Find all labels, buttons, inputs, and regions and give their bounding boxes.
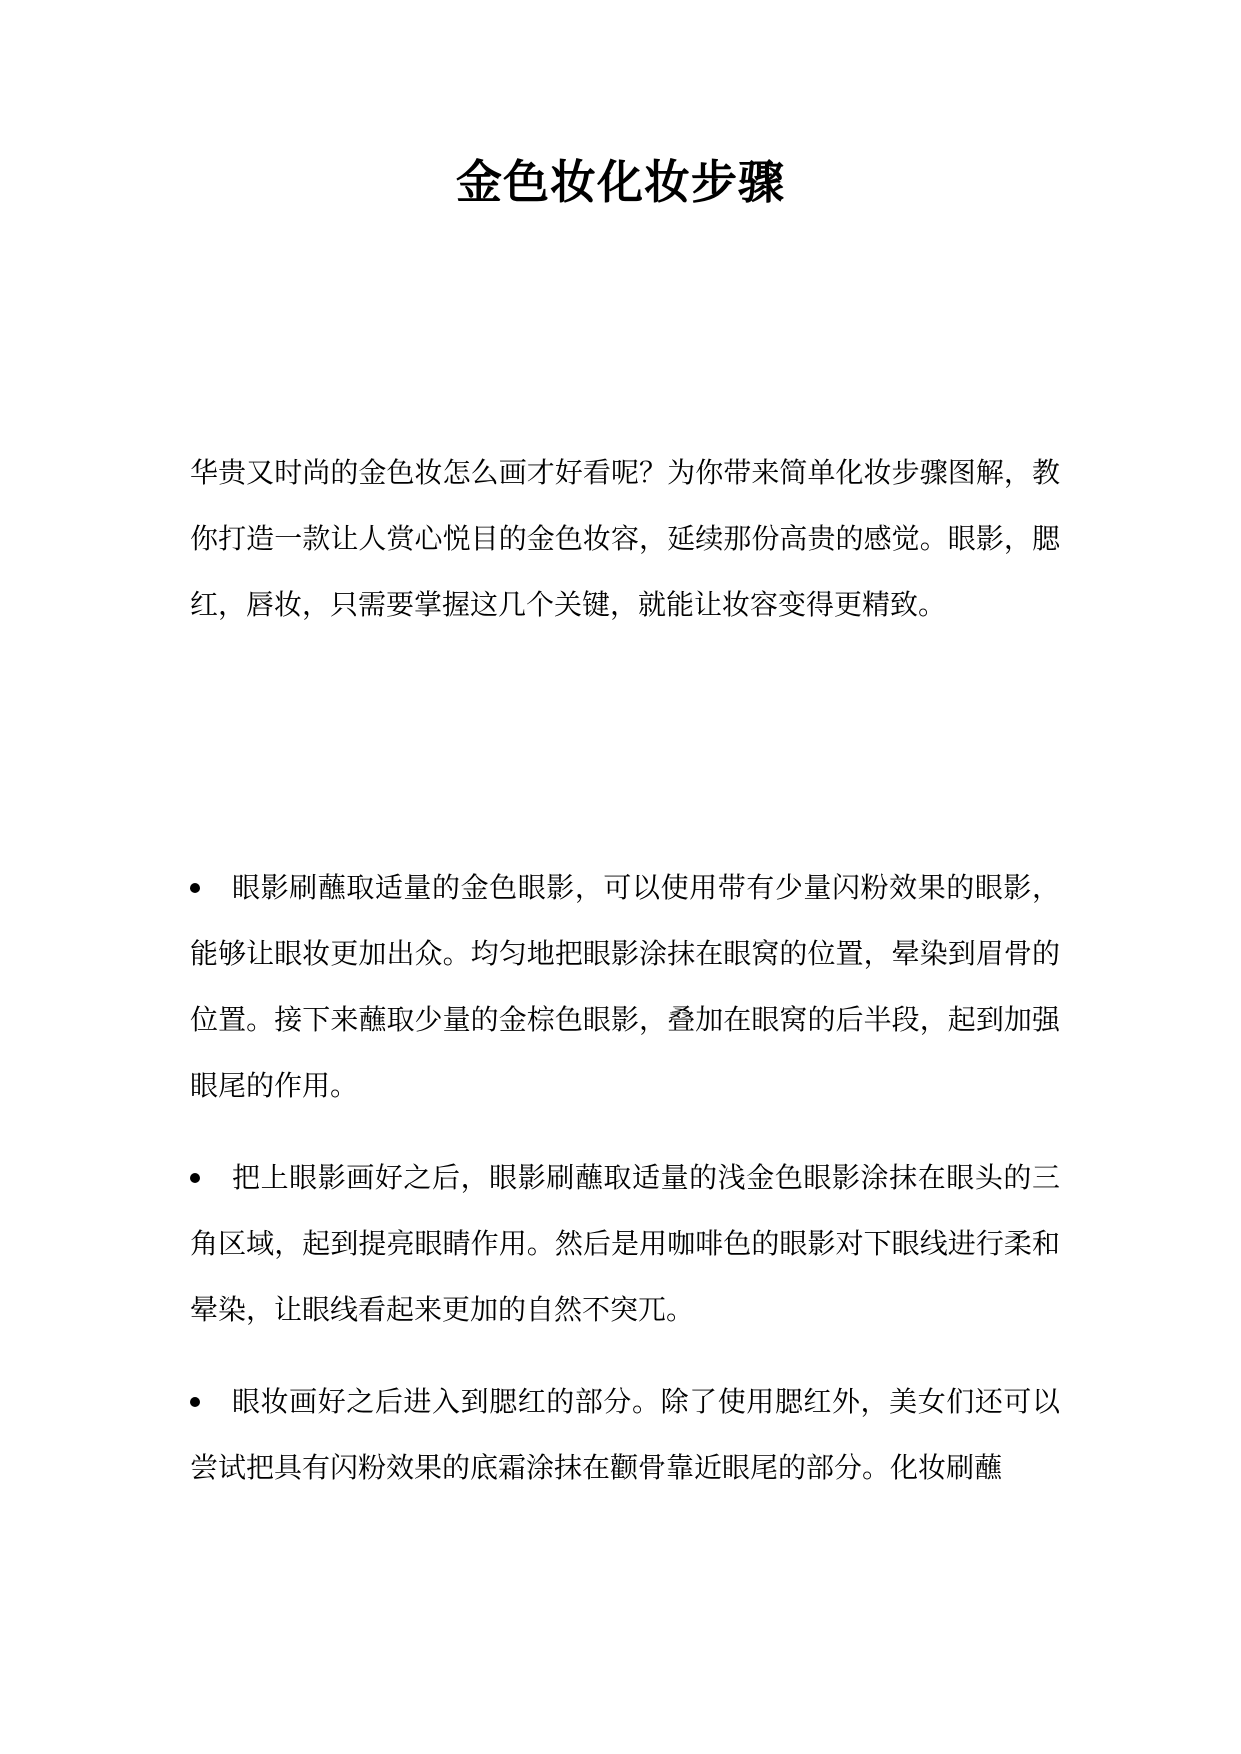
bullet-icon — [190, 883, 200, 893]
list-item — [190, 1369, 1060, 1501]
step-text: 把上眼影画好之后，眼影刷蘸取适量的浅金色眼影涂抹在眼头的三角区域，起到提亮眼睛作用。然后是用咖啡色的眼影对下眼线进行柔和晕染，让眼线看起来更加的自然不突兀。 — [190, 1161, 1060, 1326]
bullet-icon — [190, 1173, 200, 1183]
step-text: 眼影刷蘸取适量的金色眼影，可以使用带有少量闪粉效果的眼影，能够让眼妆更加出众。均匀地把眼影涂抹在眼窝的位置，晕染到眉骨的位置。接下来蘸取少量的金棕色眼影，叠加在眼窝的后半段，起到加强眼尾的作用。 — [190, 871, 1060, 1102]
document-title: 金色妆化妆步骤 — [456, 155, 785, 209]
list-item — [190, 855, 1060, 1119]
bullet-icon — [190, 1397, 200, 1407]
steps-list — [190, 855, 1060, 1527]
list-item — [190, 1145, 1060, 1343]
intro-paragraph: 华贵又时尚的金色妆怎么画才好看呢？为你带来简单化妆步骤图解，教你打造一款让人赏心悦目的金色妆容，延续那份高贵的感觉。眼影，腮红，唇妆，只需要掌握这几个关键，就能让妆容变得更精致。 — [190, 456, 1060, 621]
step-text: 眼妆画好之后进入到腮红的部分。除了使用腮红外，美女们还可以尝试把具有闪粉效果的底霜涂抹在颧骨靠近眼尾的部分。化妆刷蘸 — [190, 1385, 1060, 1484]
